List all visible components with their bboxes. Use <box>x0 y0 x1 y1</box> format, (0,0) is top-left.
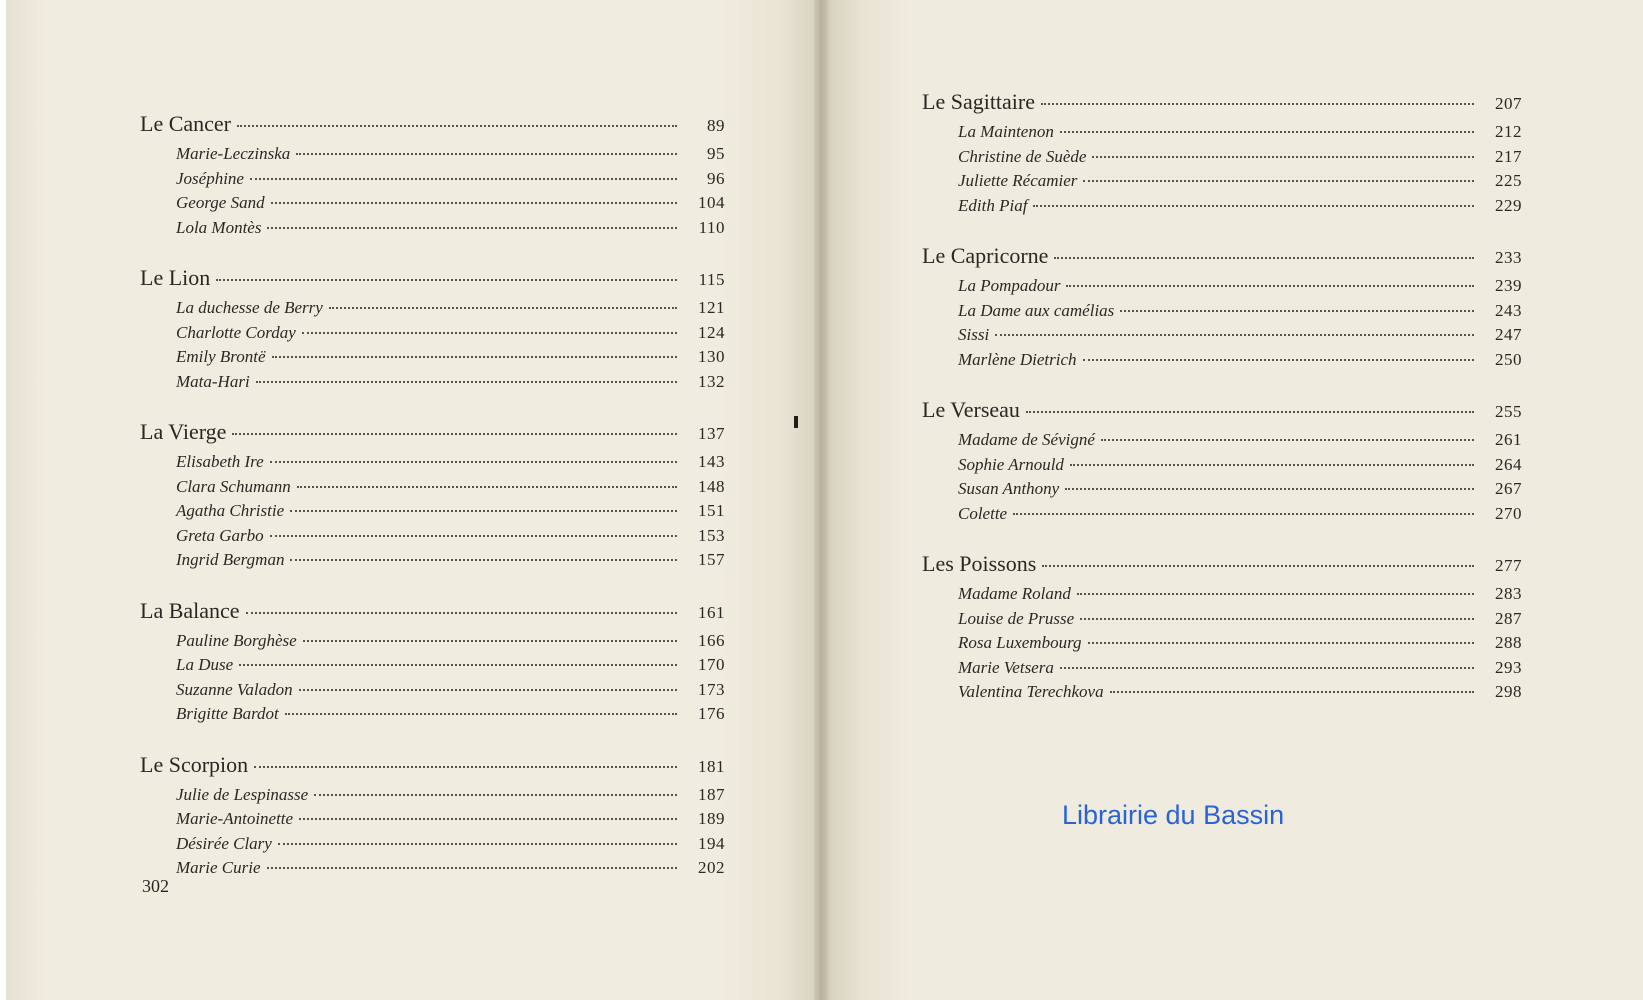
toc-entry <box>922 299 1522 324</box>
entry-page-number: 287 <box>1495 608 1522 628</box>
entry-page-number: 239 <box>1495 276 1522 295</box>
entry-name: Susan Anthony <box>958 479 1060 498</box>
entry-name: La Duse <box>176 655 234 674</box>
toc-entry <box>140 832 725 857</box>
toc-section <box>922 394 1522 526</box>
dot-leader <box>239 663 677 666</box>
toc-entry <box>140 296 725 321</box>
entry-page-number: 187 <box>698 784 725 804</box>
section-title: La Balance <box>140 597 240 623</box>
toc-entry <box>140 807 725 832</box>
dot-leader <box>290 509 677 512</box>
entry-name: Louise de Prusse <box>958 608 1075 628</box>
section-page-number: 207 <box>1495 94 1522 113</box>
entry-name: La Dame aux camélias <box>958 300 1115 320</box>
toc-entry <box>922 453 1522 478</box>
entry-page-number: 124 <box>698 322 725 342</box>
dot-leader <box>314 793 677 796</box>
entry-page-number: 283 <box>1495 584 1522 603</box>
toc-entry <box>922 348 1522 373</box>
toc-entry <box>140 499 725 524</box>
entry-page-number: 298 <box>1495 682 1522 701</box>
entry-name: Agatha Christie <box>176 501 285 520</box>
dot-leader <box>1120 309 1474 312</box>
dot-leader <box>1060 130 1474 133</box>
entry-page-number: 212 <box>1495 122 1522 141</box>
dot-leader <box>1013 512 1474 515</box>
section-heading <box>922 394 1522 428</box>
left-page <box>6 0 814 1000</box>
toc-entry <box>140 548 725 573</box>
toc-entry <box>140 653 725 678</box>
toc-section <box>140 262 725 394</box>
entry-name: Elisabeth Ire <box>176 452 264 471</box>
entry-name: Pauline Borghèse <box>176 630 297 650</box>
section-heading <box>140 262 725 296</box>
entry-page-number: 166 <box>698 630 725 650</box>
dot-leader <box>267 866 677 869</box>
entry-name: Suzanne Valadon <box>176 679 293 699</box>
entry-page-number: 189 <box>698 809 725 828</box>
dot-leader <box>1066 284 1474 287</box>
toc-entry <box>140 702 725 727</box>
toc-entry <box>922 656 1522 681</box>
toc-entry <box>140 167 725 192</box>
section-heading <box>140 595 725 629</box>
dot-leader <box>1054 256 1474 259</box>
entry-page-number: 225 <box>1495 171 1522 190</box>
entry-name: Marie-Antoinette <box>176 809 294 828</box>
entry-page-number: 143 <box>698 452 725 471</box>
dot-leader <box>1065 487 1474 490</box>
entry-page-number: 176 <box>698 704 725 723</box>
entry-page-number: 202 <box>698 858 725 877</box>
entry-page-number: 153 <box>698 525 725 545</box>
entry-name: Marie Vetsera <box>958 657 1054 677</box>
book-gutter <box>814 0 830 1000</box>
section-title: Le Scorpion <box>140 751 249 777</box>
entry-name: Valentina Terechkova <box>958 682 1104 701</box>
entry-page-number: 96 <box>707 168 725 188</box>
toc-entry <box>140 678 725 703</box>
toc-entry <box>140 856 725 881</box>
section-title: Le Cancer <box>140 111 231 136</box>
entry-page-number: 229 <box>1495 195 1522 215</box>
dot-leader <box>216 278 677 281</box>
dot-leader <box>302 331 677 334</box>
section-page-number: 181 <box>698 756 725 776</box>
entry-page-number: 217 <box>1495 146 1522 166</box>
toc-entry <box>140 216 725 241</box>
toc-entry <box>922 169 1522 194</box>
dot-leader <box>1042 564 1474 567</box>
section-page-number: 161 <box>698 602 725 622</box>
dot-leader <box>303 639 677 642</box>
dot-leader <box>256 380 677 383</box>
toc-entry <box>922 120 1522 145</box>
section-heading <box>922 240 1522 274</box>
dot-leader <box>1101 438 1474 441</box>
dot-leader <box>1077 592 1474 595</box>
toc-left-column <box>140 108 725 903</box>
dot-leader <box>1083 358 1475 361</box>
entry-page-number: 95 <box>707 144 725 163</box>
toc-section <box>140 416 725 573</box>
entry-name: Lola Montès <box>176 217 262 237</box>
entry-name: Clara Schumann <box>176 476 291 496</box>
toc-entry <box>140 524 725 549</box>
toc-entry <box>140 629 725 654</box>
dot-leader <box>297 485 677 488</box>
entry-page-number: 261 <box>1495 430 1522 449</box>
dot-leader <box>246 611 677 614</box>
toc-entry <box>922 582 1522 607</box>
entry-page-number: 267 <box>1495 479 1522 498</box>
entry-name: Emily Brontë <box>176 347 266 366</box>
dot-leader <box>1083 179 1474 182</box>
toc-entry <box>922 631 1522 656</box>
entry-page-number: 250 <box>1495 349 1522 369</box>
dot-leader <box>237 124 677 127</box>
entry-name: Joséphine <box>176 168 244 188</box>
toc-section <box>140 595 725 727</box>
entry-page-number: 173 <box>698 679 725 699</box>
watermark-text: Librairie du Bassin <box>1062 800 1285 830</box>
section-heading <box>140 108 725 142</box>
dot-leader <box>270 460 677 463</box>
entry-page-number: 130 <box>698 347 725 366</box>
toc-entry <box>922 477 1522 502</box>
entry-name: La Pompadour <box>958 276 1061 295</box>
toc-entry <box>922 145 1522 170</box>
entry-page-number: 110 <box>698 217 725 237</box>
section-title: Le Sagittaire <box>922 89 1036 114</box>
entry-page-number: 243 <box>1495 300 1522 320</box>
dot-leader <box>1060 666 1474 669</box>
toc-section <box>922 86 1522 218</box>
dot-leader <box>271 201 677 204</box>
entry-page-number: 194 <box>698 833 725 853</box>
section-page-number: 277 <box>1495 556 1522 575</box>
entry-page-number: 270 <box>1495 503 1522 523</box>
dot-leader <box>1041 102 1474 105</box>
toc-entry <box>922 502 1522 527</box>
entry-page-number: 247 <box>1495 325 1522 344</box>
entry-page-number: 132 <box>698 371 725 391</box>
section-heading <box>140 749 725 783</box>
dot-leader <box>1088 641 1474 644</box>
entry-name: La Maintenon <box>958 122 1054 141</box>
dot-leader <box>1110 690 1474 693</box>
entry-name: Charlotte Corday <box>176 322 296 342</box>
dot-leader <box>296 152 677 155</box>
entry-name: Christine de Suède <box>958 146 1087 166</box>
entry-name: Madame Roland <box>958 584 1071 603</box>
toc-entry <box>922 428 1522 453</box>
entry-name: Rosa Luxembourg <box>958 633 1082 652</box>
dot-leader <box>232 432 677 435</box>
dot-leader <box>272 355 677 358</box>
entry-name: Greta Garbo <box>176 525 264 545</box>
section-title: Le Lion <box>140 265 211 290</box>
entry-page-number: 151 <box>698 501 725 520</box>
dot-leader <box>290 558 677 561</box>
section-page-number: 89 <box>707 116 725 135</box>
toc-entry <box>140 475 725 500</box>
toc-section <box>922 240 1522 372</box>
entry-page-number: 148 <box>698 476 725 496</box>
entry-name: George Sand <box>176 193 265 212</box>
dot-leader <box>270 534 677 537</box>
toc-entry <box>922 680 1522 705</box>
entry-name: Madame de Sévigné <box>958 430 1095 449</box>
toc-entry <box>140 142 725 167</box>
dot-leader <box>329 306 677 309</box>
entry-name: Ingrid Bergman <box>176 550 285 569</box>
section-page-number: 255 <box>1495 402 1522 421</box>
section-page-number: 233 <box>1495 248 1522 267</box>
toc-section <box>140 749 725 881</box>
section-title: La Vierge <box>140 419 227 444</box>
dot-leader <box>285 712 677 715</box>
dot-leader <box>1080 617 1474 620</box>
margin-mark <box>794 416 798 428</box>
toc-entry <box>140 370 725 395</box>
section-title: Le Capricorne <box>922 243 1049 268</box>
entry-name: Marlène Dietrich <box>958 349 1077 369</box>
entry-page-number: 121 <box>698 298 725 317</box>
section-heading <box>140 416 725 450</box>
toc-entry <box>922 194 1522 219</box>
dot-leader <box>267 226 677 229</box>
toc-entry <box>922 274 1522 299</box>
toc-entry <box>140 191 725 216</box>
entry-name: La duchesse de Berry <box>176 298 323 317</box>
toc-entry <box>922 323 1522 348</box>
section-page-number: 137 <box>698 424 725 443</box>
entry-name: Edith Piaf <box>958 195 1028 215</box>
dot-leader <box>1070 463 1474 466</box>
entry-name: Sophie Arnould <box>958 454 1064 474</box>
dot-leader <box>250 177 677 180</box>
toc-entry <box>140 450 725 475</box>
toc-section <box>140 108 725 240</box>
toc-entry <box>140 783 725 808</box>
dot-leader <box>254 765 677 768</box>
entry-page-number: 264 <box>1495 454 1522 474</box>
toc-right-column <box>922 86 1522 727</box>
entry-page-number: 170 <box>698 655 725 674</box>
dot-leader <box>299 817 677 820</box>
toc-entry <box>922 607 1522 632</box>
entry-name: Marie Curie <box>176 858 261 877</box>
toc-section <box>922 548 1522 705</box>
dot-leader <box>278 842 677 845</box>
entry-name: Désirée Clary <box>176 833 272 853</box>
toc-entry <box>140 345 725 370</box>
entry-page-number: 104 <box>698 193 725 212</box>
entry-name: Marie-Leczinska <box>176 144 291 163</box>
dot-leader <box>995 333 1474 336</box>
entry-name: Brigitte Bardot <box>176 704 279 723</box>
section-title: Les Poissons <box>922 551 1037 576</box>
section-heading <box>922 86 1522 120</box>
entry-name: Colette <box>958 503 1008 523</box>
entry-name: Mata-Hari <box>176 371 250 391</box>
toc-entry <box>140 321 725 346</box>
entry-name: Juliette Récamier <box>958 171 1078 190</box>
entry-page-number: 293 <box>1495 657 1522 677</box>
entry-name: Julie de Lespinasse <box>176 784 309 804</box>
section-title: Le Verseau <box>922 397 1020 422</box>
dot-leader <box>1033 204 1474 207</box>
page-folio: 302 <box>142 876 169 896</box>
dot-leader <box>1092 155 1474 158</box>
dot-leader <box>299 688 677 691</box>
entry-name: Sissi <box>958 325 990 344</box>
entry-page-number: 157 <box>698 550 725 569</box>
section-page-number: 115 <box>698 270 725 289</box>
entry-page-number: 288 <box>1495 633 1522 652</box>
dot-leader <box>1026 410 1474 413</box>
right-page <box>830 0 1643 1000</box>
section-heading <box>922 548 1522 582</box>
